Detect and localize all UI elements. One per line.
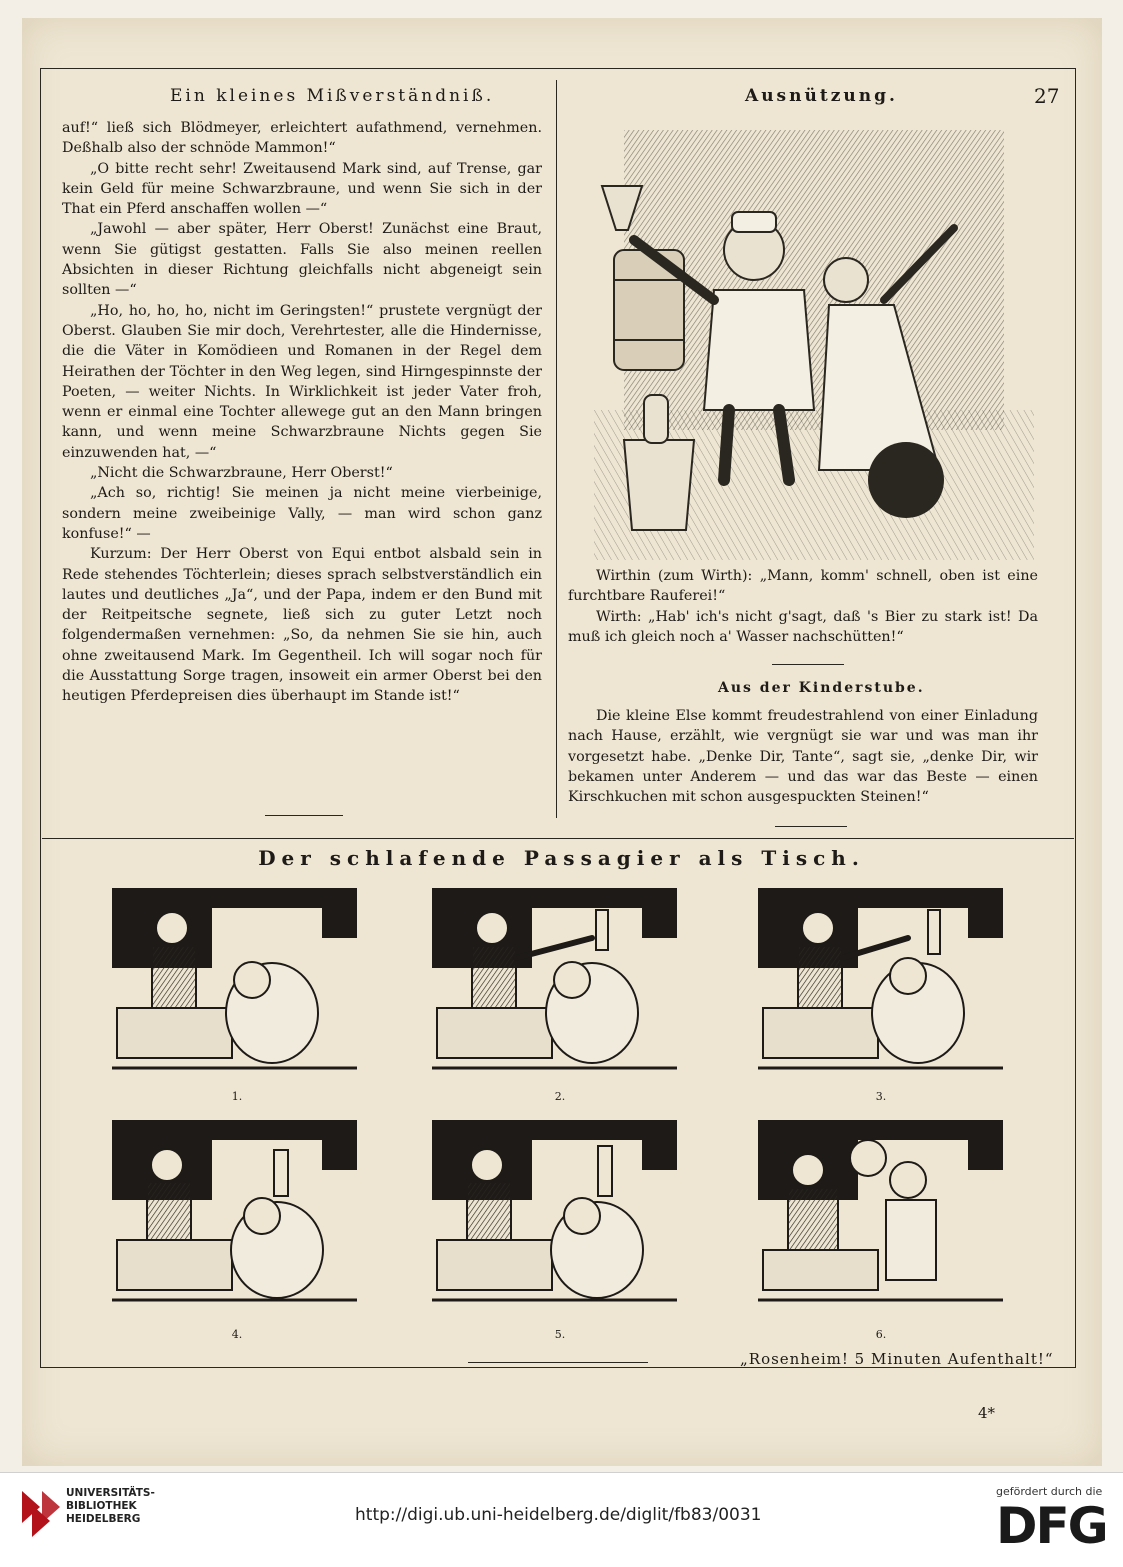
panel-number: 1. — [231, 1090, 243, 1103]
university-name: UNIVERSITÄTS- BIBLIOTHEK HEIDELBERG — [66, 1487, 155, 1525]
innkeeper-illustration — [594, 110, 1034, 560]
dfg-logo: DFG — [996, 1497, 1107, 1555]
anecdote-text — [568, 706, 1038, 807]
story-paragraph: auf!“ ließ sich Blödmeyer, erleichtert aufathmend, vernehmen. Deßhalb also der schnöde Mammon!“ — [62, 120, 542, 157]
anecdote-heading: Aus der Kinderstube. — [718, 680, 925, 696]
comic-panel-5 — [432, 1120, 677, 1320]
story-paragraph: Kurzum: Der Herr Oberst von Equi entbot alsbald sein in Rede stehendes Töchterlein; dieses sprach selbstverständlich ein lautes und deutliches „Ja“, und der Papa, indem er den Bund mit der Reitpeitsche segnete, ließ sich zu guter Letzt noch folgendermaßen vernehmen: „So, da nehmen Sie sie hin, auch ohne zweitausend Mark. Im Gegentheil. Ich will sogar noch für die Ausstattung Sorge tragen, insoweit ein armer Oberst bei den heutigen Pferdepreisen dies überhaupt im Stande ist!“ — [62, 546, 542, 705]
panel-number: 5. — [554, 1328, 566, 1341]
left-column-title: Ein kleines Mißverständniß. — [170, 86, 495, 106]
story-paragraph: „Nicht die Schwarzbraune, Herr Oberst!“ — [90, 465, 393, 482]
page-number: 27 — [1034, 84, 1060, 108]
caption-innkeeper: Wirth: „Hab' ich's nicht g'sagt, daß 's Bier zu stark ist! Da muß ich gleich noch a' Wasser nachschütten!“ — [568, 608, 1038, 645]
funding-label: gefördert durch die — [996, 1485, 1103, 1498]
comic-panel-3 — [758, 888, 1003, 1088]
column-divider — [556, 80, 557, 818]
section-rule — [468, 1362, 648, 1363]
university-logo-icon — [18, 1487, 62, 1543]
section-end-rule — [775, 826, 847, 827]
story-text — [62, 118, 542, 707]
comic-panel-2 — [432, 888, 677, 1088]
panel-number: 2. — [554, 1090, 566, 1103]
section-end-rule — [265, 815, 343, 816]
horizontal-divider — [42, 838, 1074, 839]
caption-wife: Wirthin (zum Wirth): „Mann, komm' schnell, oben ist eine furchtbare Rauferei!“ — [568, 568, 1038, 605]
comic-panel-6 — [758, 1120, 1003, 1320]
story-paragraph: „O bitte recht sehr! Zweitausend Mark sind, auf Trense, gar kein Geld für meine Schwarzbraune, und wenn Sie sich in der That ein Pferd anschaffen wollen —“ — [62, 160, 542, 218]
illustration-caption — [568, 566, 1038, 647]
panel-number: 3. — [875, 1090, 887, 1103]
section-rule — [772, 664, 844, 665]
source-url[interactable]: http://digi.ub.uni-heidelberg.de/diglit/fb83/0031 — [355, 1505, 762, 1525]
comic-panel-1 — [112, 888, 357, 1088]
signature-mark: 4* — [978, 1404, 996, 1422]
final-panel-caption: „Rosenheim! 5 Minuten Aufenthalt!“ — [740, 1350, 1054, 1368]
anecdote-paragraph: Die kleine Else kommt freudestrahlend von einer Einladung nach Hause, erzählt, wie vergnügt sie war und was man ihr vorgesetzt habe. „Denke Dir, Tante“, sagt sie, „denke Dir, wir bekamen unter Anderem — und das war das Beste — einen Kirschkuchen mit schon ausgespuckten Steinen!“ — [568, 708, 1038, 806]
story-paragraph: „Ach so, richtig! Sie meinen ja nicht meine vierbeinige, sondern meine zweibeinige Vally, — man wird schon ganz konfuse!“ — — [62, 485, 542, 542]
story-paragraph: „Jawohl — aber später, Herr Oberst! Zunächst eine Braut, wenn Sie gütigst gestatten. Falls Sie also meinen reellen Absichten in dieser Richtung gleichfalls nicht abgeneigt sein sollten —“ — [62, 221, 542, 299]
footer-bar — [0, 1472, 1123, 1567]
story-paragraph: „Ho, ho, ho, ho, nicht im Geringsten!“ prustete vergnügt der Oberst. Glauben Sie mir doch, Verehrtester, alle die Hindernisse, die die Väter in Komödieen und Romanen in der Regel dem Heirathen der Töchter in den Weg legen, sind Hirngespinnste der Poeten, — weiter Nichts. In Wirklichkeit ist jeder Vater froh, wenn er einmal eine Tochter allewege gut an den Mann bringen kann, und wenn meine Schwarzbraune Nichts gegen Sie einzuwenden hat, —“ — [62, 302, 542, 461]
right-column-title: Ausnützung. — [745, 86, 898, 106]
panel-number: 6. — [875, 1328, 887, 1341]
panel-number: 4. — [231, 1328, 243, 1341]
comic-title: Der schlafende Passagier als Tisch. — [258, 846, 865, 870]
comic-panel-4 — [112, 1120, 357, 1320]
